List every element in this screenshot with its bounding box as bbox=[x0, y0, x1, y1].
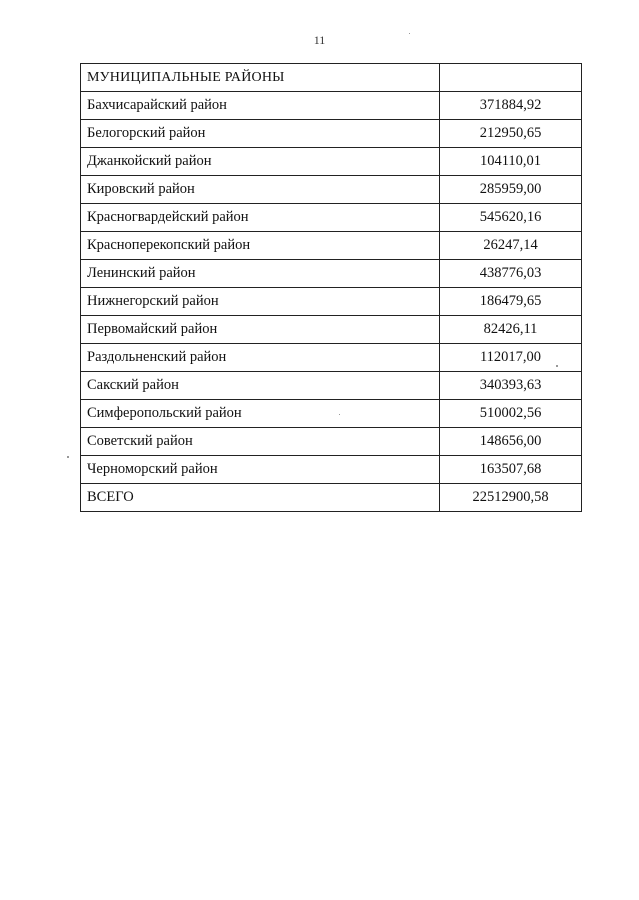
district-value: 545620,16 bbox=[440, 204, 582, 232]
district-name: Советский район bbox=[81, 428, 440, 456]
table-row bbox=[81, 260, 582, 288]
district-value: 438776,03 bbox=[440, 260, 582, 288]
district-value: 26247,14 bbox=[440, 232, 582, 260]
table-row bbox=[81, 400, 582, 428]
district-value: 285959,00 bbox=[440, 176, 582, 204]
district-name: Нижнегорский район bbox=[81, 288, 440, 316]
table-row bbox=[81, 344, 582, 372]
district-value: 163507,68 bbox=[440, 456, 582, 484]
page-number: 11 bbox=[313, 33, 326, 47]
header-name-cell: МУНИЦИПАЛЬНЫЕ РАЙОНЫ bbox=[81, 64, 440, 92]
scan-speck bbox=[556, 365, 558, 367]
table-row bbox=[81, 92, 582, 120]
district-value: 186479,65 bbox=[440, 288, 582, 316]
total-label: ВСЕГО bbox=[81, 484, 440, 512]
district-value: 510002,56 bbox=[440, 400, 582, 428]
scan-speck bbox=[409, 33, 410, 34]
table-row bbox=[81, 204, 582, 232]
district-value: 212950,65 bbox=[440, 120, 582, 148]
table-row bbox=[81, 428, 582, 456]
district-value: 82426,11 bbox=[440, 316, 582, 344]
district-value: 104110,01 bbox=[440, 148, 582, 176]
district-value: 371884,92 bbox=[440, 92, 582, 120]
district-value: 340393,63 bbox=[440, 372, 582, 400]
district-name: Кировский район bbox=[81, 176, 440, 204]
municipal-districts-table bbox=[80, 63, 582, 512]
district-name: Черноморский район bbox=[81, 456, 440, 484]
table-row bbox=[81, 372, 582, 400]
district-name: Красноперекопский район bbox=[81, 232, 440, 260]
scan-speck bbox=[67, 456, 69, 458]
district-name: Джанкойский район bbox=[81, 148, 440, 176]
table-row bbox=[81, 176, 582, 204]
table-row bbox=[81, 232, 582, 260]
table-row bbox=[81, 288, 582, 316]
scan-speck bbox=[339, 414, 340, 415]
district-name: Бахчисарайский район bbox=[81, 92, 440, 120]
table-row bbox=[81, 148, 582, 176]
district-name: Сакский район bbox=[81, 372, 440, 400]
district-name: Ленинский район bbox=[81, 260, 440, 288]
total-value: 22512900,58 bbox=[440, 484, 582, 512]
table-header-row bbox=[81, 64, 582, 92]
district-name: Белогорский район bbox=[81, 120, 440, 148]
table-row bbox=[81, 456, 582, 484]
district-name: Раздольненский район bbox=[81, 344, 440, 372]
district-value: 148656,00 bbox=[440, 428, 582, 456]
table-total-row bbox=[81, 484, 582, 512]
header-value-cell bbox=[440, 64, 582, 92]
table-row bbox=[81, 316, 582, 344]
district-name: Первомайский район bbox=[81, 316, 440, 344]
district-value: 112017,00 bbox=[440, 344, 582, 372]
district-name: Симферопольский район bbox=[81, 400, 440, 428]
district-name: Красногвардейский район bbox=[81, 204, 440, 232]
table-row bbox=[81, 120, 582, 148]
